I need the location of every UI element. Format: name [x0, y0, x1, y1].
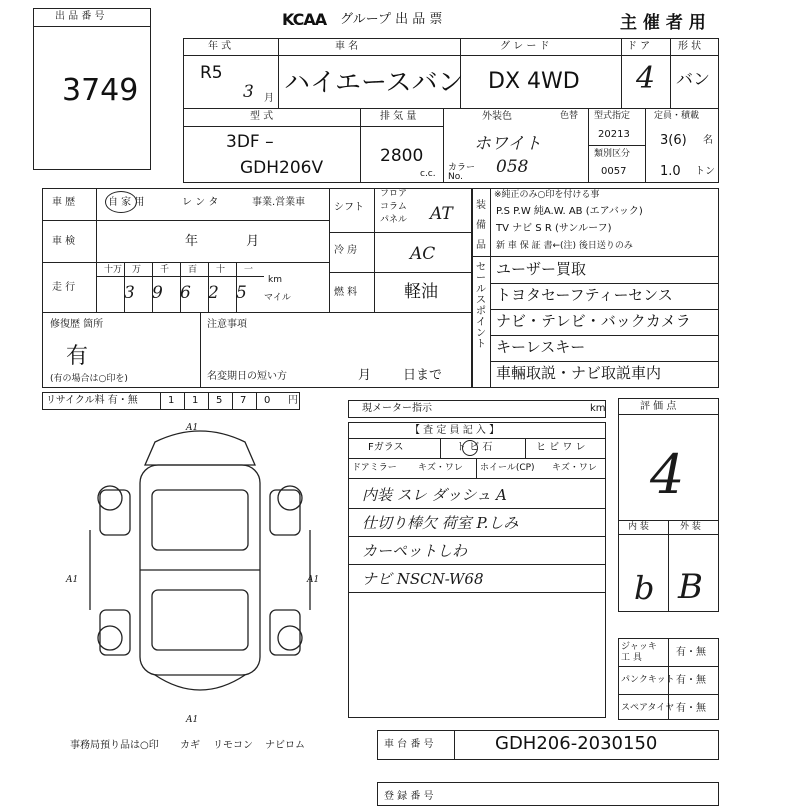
digit-place-label: 千	[160, 265, 170, 275]
equipment-line-2: P.S P.W 純A.W. AB (エアバック)	[496, 206, 643, 217]
history-rental: レ ン タ	[182, 197, 219, 208]
displacement-label: 排 気 量	[380, 111, 417, 122]
model-prefix: 3DF –	[226, 132, 274, 152]
month-suffix: 月	[264, 93, 274, 104]
key-label: カギ	[180, 740, 200, 751]
mileage-digit: 9	[152, 283, 163, 303]
color-label: 外装色	[482, 111, 512, 122]
shaken-value: 年 月	[185, 234, 260, 249]
sheet-title: グループ 出 品 票	[340, 12, 443, 27]
registration-label: 登 録 番 号	[384, 791, 434, 802]
recycle-digit: 7	[240, 395, 247, 406]
interior-label: 内 装	[628, 522, 649, 532]
mirror-label: ドアミラー	[352, 463, 397, 473]
color-no-label: カラー No.	[448, 163, 476, 182]
inspection-note: 仕切り棒欠 荷室 P.しみ	[362, 514, 519, 532]
digit-place-label: 十万	[104, 265, 123, 275]
puncture-value: 有・無	[676, 675, 706, 686]
cc-unit: c.c.	[420, 169, 436, 179]
jack-label: ジャッキ 工 具	[621, 642, 657, 663]
shift-floor: フロア	[380, 189, 408, 199]
shift-label: シフト	[334, 202, 364, 213]
fuel-label: 燃 料	[334, 287, 358, 298]
glass-crack: ヒ ビ ワ レ	[536, 442, 586, 453]
lot-number-label: 出 品 番 号	[55, 11, 105, 22]
shift-panel: パネル	[380, 215, 408, 225]
navi-rom-label: ナビロム	[265, 740, 305, 751]
door-label: ド ア	[627, 41, 651, 52]
inspection-note: カーペットしわ	[362, 542, 468, 560]
grade: DX 4WD	[488, 69, 580, 94]
recycle-divider	[160, 392, 161, 410]
mileage-digit: 3	[124, 283, 135, 303]
class-number: 0057	[601, 166, 627, 177]
shape-label: 形 状	[678, 41, 702, 52]
exterior-label: 外 装	[680, 522, 701, 532]
digit-place-label: 万	[132, 265, 142, 275]
recycle-digit: 0	[264, 395, 271, 406]
load-capacity: 1.0	[660, 164, 681, 179]
recycle-divider	[256, 392, 257, 410]
exterior-color: ホワイト	[474, 134, 542, 154]
model-spec-label: 型式指定	[594, 111, 631, 121]
model-spec: 20213	[598, 129, 630, 140]
glass-label: Fガラス	[368, 442, 404, 453]
digit-divider	[96, 262, 97, 312]
brand-logo: KCAA	[282, 10, 327, 29]
note-rule	[348, 592, 606, 593]
sales-point-line	[490, 283, 719, 284]
inspection-note: ナビ NSCN-W68	[362, 570, 484, 588]
sales-point-line	[490, 335, 719, 336]
sales-point-label: セ ー ル ス ポ イ ン ト	[476, 262, 486, 350]
car-diagram	[60, 420, 340, 730]
sales-point-line	[490, 361, 719, 362]
recycle-divider	[184, 392, 185, 410]
warranty-line: 新 車 保 証 書←(注) 後日送りのみ	[496, 241, 633, 251]
meter-label: 現メーター指示	[362, 403, 432, 414]
puncture-label: パンクキット	[621, 675, 675, 685]
sales-point-item: キーレスキー	[496, 338, 586, 356]
overall-score: 4	[650, 443, 685, 506]
note-rule	[348, 564, 606, 565]
repair-label: 修復歴 箇所	[50, 319, 104, 330]
displacement: 2800	[380, 146, 424, 166]
ac-value: AC	[410, 244, 436, 264]
sales-point-item: 車輛取説・ナビ取説車内	[496, 364, 662, 382]
shift-value: AT	[430, 204, 453, 224]
chassis-number: GDH206-2030150	[495, 733, 658, 754]
year-era: R5	[200, 63, 223, 83]
history-private: 自 家 用	[108, 197, 145, 208]
history-business: 事業.営業車	[252, 197, 306, 208]
car-name-label: 車 名	[335, 41, 359, 52]
mileage-digit: 6	[180, 283, 191, 303]
remote-label: リモコン	[213, 740, 253, 751]
digit-label-line	[96, 276, 264, 277]
shift-column: コラム	[380, 202, 407, 212]
note-rule	[348, 536, 606, 537]
km-unit: km	[268, 275, 282, 285]
chip-circle	[462, 440, 478, 456]
notice-label: 注意事項	[207, 319, 247, 330]
equipment-note: ※純正のみ○印を付ける事	[494, 190, 600, 200]
equipment-line-3: TV ナビ S R (サンルーフ)	[496, 223, 612, 234]
spare-label: スペアタイヤ	[621, 703, 675, 713]
history-label: 車 歴	[52, 197, 76, 208]
color-change-label: 色替	[560, 111, 579, 121]
year-label: 年 式	[208, 41, 232, 52]
digit-place-label: 百	[188, 265, 198, 275]
inspection-note: 内装 スレ ダッシュ A	[362, 486, 507, 504]
spare-value: 有・無	[676, 703, 706, 714]
digit-place-label: 十	[216, 265, 226, 275]
door-count: 4	[636, 61, 656, 96]
repair-note: (有の場合は○印を)	[50, 374, 128, 384]
color-number: 058	[496, 157, 529, 177]
year-month: 3	[243, 82, 254, 102]
private-circle	[105, 191, 137, 213]
digit-place-label: 一	[244, 265, 254, 275]
model-label: 型 式	[250, 111, 274, 122]
recycle-divider	[208, 392, 209, 410]
organizer-label: 主 催 者 用	[620, 13, 706, 33]
jack-value: 有・無	[676, 647, 706, 658]
recycle-label: リサイクル料 有・無	[46, 395, 138, 406]
sales-point-line	[490, 309, 719, 310]
inspector-label: 【 査 定 員 記 入 】	[410, 425, 500, 436]
office-note: 事務局預り品は○印	[70, 740, 159, 751]
damage-mark-front: A1	[186, 423, 199, 433]
glass-chip: ト ビ 石	[456, 442, 493, 453]
expiry-month: 月	[358, 368, 372, 383]
exterior-grade: B	[678, 567, 703, 607]
expiry-label: 名変期日の短い方	[207, 371, 287, 382]
damage-mark-rear: A1	[186, 715, 199, 725]
load-unit: トン	[695, 166, 715, 177]
mirror-value: キズ・ワレ	[418, 463, 463, 473]
mileage-digit: 2	[208, 283, 219, 303]
grade-label: グ レ ー ド	[500, 41, 550, 52]
fuel-value: 軽油	[404, 282, 438, 302]
sales-point-item: ユーザー買取	[496, 260, 587, 278]
mileage-label: 走 行	[52, 282, 76, 293]
expiry-day: 日まで	[403, 368, 443, 383]
recycle-digit: 1	[192, 395, 199, 406]
lot-number: 3749	[62, 73, 139, 108]
wheel-value: キズ・ワレ	[552, 463, 597, 473]
body-shape: バン	[676, 70, 710, 90]
ac-label: 冷 房	[334, 245, 358, 256]
mileage-digit: 5	[236, 283, 247, 303]
shaken-label: 車 検	[52, 236, 76, 247]
damage-mark-right: A1	[307, 575, 320, 585]
wheel-label: ホイール(CP)	[480, 463, 535, 473]
chassis-label: 車 台 番 号	[384, 739, 434, 750]
recycle-divider	[232, 392, 233, 410]
sales-point-item: ナビ・テレビ・バックカメラ	[496, 312, 691, 330]
note-rule	[348, 508, 606, 509]
capacity: 3(6)	[660, 133, 687, 148]
mile-unit: マイル	[264, 293, 291, 303]
class-label: 類別区分	[594, 149, 631, 159]
capacity-unit: 名	[703, 135, 713, 146]
damage-mark-left: A1	[66, 575, 79, 585]
recycle-unit: 円	[288, 395, 298, 406]
recycle-digit: 1	[168, 395, 175, 406]
car-name: ハイエースバン	[284, 68, 464, 98]
meter-unit: km	[590, 403, 606, 414]
recycle-digit: 5	[216, 395, 223, 406]
model-code: GDH206V	[240, 158, 324, 178]
equipment-label: 装 備 品	[476, 200, 486, 251]
score-label: 評 価 点	[640, 401, 677, 412]
sales-point-item: トヨタセーフティーセンス	[496, 286, 673, 304]
repair-value: 有	[66, 344, 89, 369]
capacity-label: 定員・積載	[654, 111, 700, 121]
interior-grade: b	[634, 569, 655, 607]
